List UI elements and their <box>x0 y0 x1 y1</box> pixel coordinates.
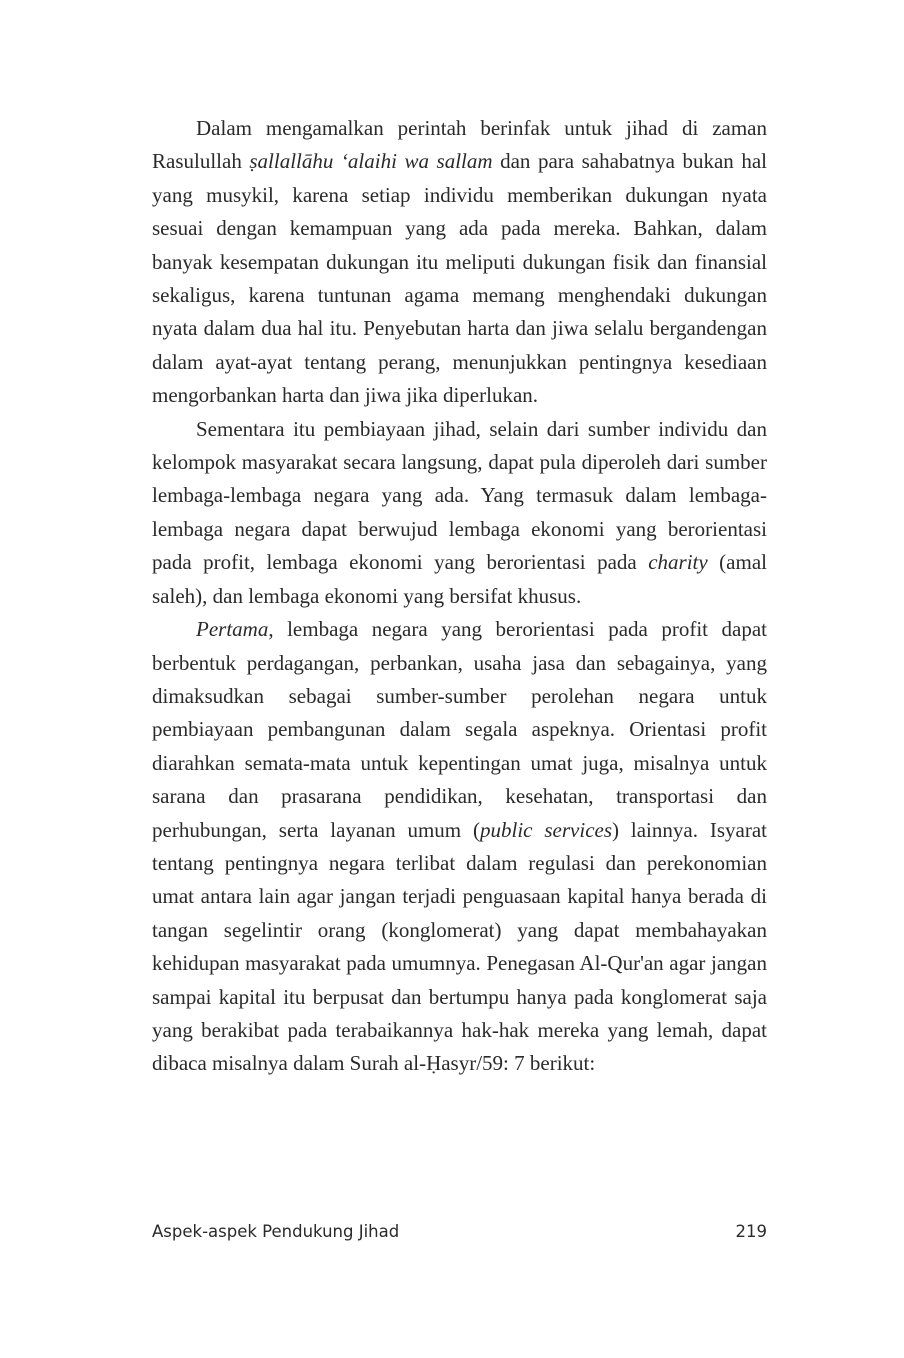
paragraph-1-italic-honorific: ṣallallāhu ‘alaihi wa sallam <box>249 149 493 174</box>
paragraph-3-text-2: ) lainnya. Isyarat tentang pentingnya negara terlibat dalam regulasi dan perekonomian umat antara lain agar jangan terjadi penguasaan kapital hanya berada di tangan segelintir orang (konglomerat) yang dapat membahayakan kehidupan masyarakat pada umumnya. Penegasan Al-Qur'an agar jangan sampai kapital itu berpusat dan bertumpu hanya pada konglomerat saja yang berakibat pada terabaikannya hak-hak mereka yang lemah, dapat dibaca misalnya dalam Surah al-Ḥasyr/59: 7 berikut: <box>152 817 767 1076</box>
page-body <box>152 112 767 1081</box>
paragraph-2-text-1: Sementara itu pembiayaan jihad, selain dari sumber individu dan kelompok masyarakat secara langsung, dapat pula diperoleh dari sumber lembaga-lembaga negara yang ada. Yang termasuk dalam lembaga-lembaga negara dapat berwujud lembaga ekonomi yang berorientasi pada profit, lembaga ekonomi yang berorientasi pada <box>152 416 767 575</box>
paragraph-1-text-1: Dalam mengamalkan perintah berinfak untuk jihad di zaman Rasulullah <box>152 116 767 174</box>
paragraph-3-italic-public-services: public services <box>480 817 613 842</box>
running-title: Aspek-aspek Pendukung Jihad <box>152 1222 400 1241</box>
paragraph-3 <box>152 613 767 1081</box>
paragraph-1 <box>152 112 767 413</box>
paragraph-2-italic-charity: charity <box>648 550 708 575</box>
paragraph-1-text-2: dan para sahabatnya bukan hal yang musykil, karena setiap individu memberikan dukungan nyata sesuai dengan kemampuan yang ada pada mereka. Bahkan, dalam banyak kesempatan dukungan itu meliputi dukungan fisik dan finansial sekaligus, karena tuntunan agama memang menghendaki dukungan nyata dalam dua hal itu. Penyebutan harta dan jiwa selalu bergandengan dalam ayat-ayat tentang perang, menunjukkan pentingnya kesediaan mengorbankan harta dan jiwa jika diperlukan. <box>152 149 767 408</box>
paragraph-3-italic-pertama: Pertama <box>196 617 269 642</box>
paragraph-3-text-1: , lembaga negara yang berorientasi pada profit dapat berbentuk perdagangan, perbankan, usaha jasa dan sebagainya, yang dimaksudkan sebagai sumber-sumber perolehan negara untuk pembiayaan pembangunan dalam segala aspeknya. Orientasi profit diarahkan semata-mata untuk kepentingan umat juga, misalnya untuk sarana dan prasarana pendidikan, kesehatan, transportasi dan perhubungan, serta layanan umum ( <box>152 617 767 842</box>
paragraph-2-text-2: (amal saleh), dan lembaga ekonomi yang bersifat khusus. <box>152 550 767 608</box>
page-number: 219 <box>735 1222 767 1241</box>
paragraph-2 <box>152 413 767 613</box>
